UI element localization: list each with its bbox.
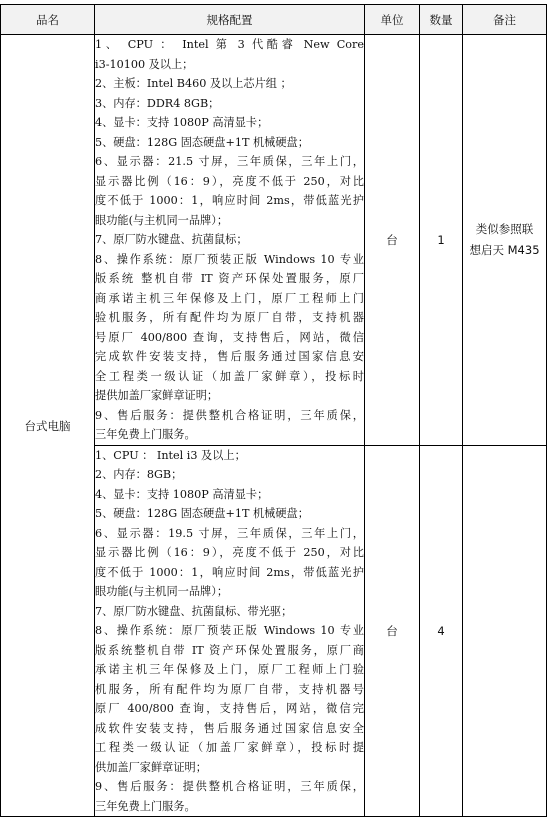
spec-line: 4、显卡：支持 1080P 高清显卡；: [95, 116, 269, 129]
spec-line: 度不低于 1000：1，响应时间 2ms，带低蓝光护: [95, 565, 364, 579]
spec-line: 眼功能(与主机同一品牌）；: [95, 213, 229, 227]
header-unit: 单位: [365, 5, 420, 35]
table-row: [1, 35, 547, 446]
header-remark: 备注: [463, 5, 547, 35]
spec-line: 1、 CPU ： Intel 第 3 代酷睿 New Core: [95, 38, 364, 51]
spec-line: 8、操作系统：原厂预装正版 Windows 10 专业: [95, 624, 364, 637]
spec-line: 3、内存：DDR4 8GB；: [95, 96, 220, 110]
spec-table: [0, 4, 547, 817]
spec-line: 2、主板：Intel B460 及以上芯片组 ；: [95, 77, 292, 90]
remark-cell: [463, 35, 547, 446]
spec-line: 显示器比例（16：9），亮度不低于 250，对比: [95, 546, 364, 559]
spec-line: 显示器比例（16：9），亮度不低于 250，对比: [95, 174, 364, 188]
spec-line: 原厂 400/800 查询，支持售后，网站，微信完: [95, 702, 364, 715]
unit-cell: 台: [365, 35, 420, 446]
spec-line: 三年免费上门服务。: [95, 799, 196, 813]
spec-line: 1、CPU ： Intel i3 及以上；: [95, 448, 246, 462]
header-spec: 规格配置: [95, 5, 365, 35]
spec-line: 三年免费上门服务。: [95, 428, 196, 441]
spec-line: 2、内存：8GB；: [95, 468, 183, 481]
spec-line: 6、显示器：19.5 寸屏，三年质保，三年上门，: [95, 526, 364, 540]
header-row: [1, 5, 547, 35]
spec-line: 7、原厂防水键盘、抗菌鼠标、带光驱；: [95, 604, 293, 618]
spec-line: 5、硬盘：128G 固态硬盘+1T 机械硬盘；: [95, 135, 309, 149]
remark-line: 类似参照联: [475, 221, 534, 236]
spec-line: 机服务，所有配件均为原厂自带，支持机器号: [95, 682, 364, 696]
spec-line: 度不低于 1000：1，响应时间 2ms，带低蓝光护: [95, 194, 364, 207]
spec-cell: [95, 35, 365, 446]
qty-cell: 4: [420, 445, 463, 817]
spec-line: 8、操作系统：原厂预装正版 Windows 10 专业: [95, 252, 364, 266]
spec-line: 7、原厂防水键盘、抗菌鼠标；: [95, 233, 248, 246]
spec-line: 5、硬盘：128G 固态硬盘+1T 机械硬盘；: [95, 507, 309, 520]
spec-line: 工程类一级认证（加盖厂家鲜章），投标时提: [95, 741, 364, 754]
header-name: 品名: [1, 5, 95, 35]
spec-line: 商承诺主机三年保修及上门，原厂工程师上门: [95, 291, 364, 305]
spec-line: 全工程类一级认证（加盖厂家鲜章），投标时: [95, 369, 364, 383]
spec-line: 承诺主机三年保修及上门，原厂工程师上门验: [95, 663, 364, 676]
spec-line: 4、显卡：支持 1080P 高清显卡；: [95, 487, 269, 501]
remark-line: 想启天 M435: [469, 242, 540, 257]
spec-line: 成软件安装支持，售后服务通过国家信息安全: [95, 721, 364, 735]
spec-line: 版系统 整机自带 IT 资产环保处置服务，原厂: [95, 272, 364, 285]
spec-line: 6、显示器：21.5 寸屏，三年质保，三年上门，: [95, 155, 364, 168]
product-name-cell: 台式电脑: [1, 35, 95, 817]
spec-line: 眼功能(与主机同一品牌）；: [95, 585, 229, 598]
spec-line: 号原厂 400/800 查询，支持售后，网站，微信: [95, 330, 364, 344]
spec-cell: [95, 445, 365, 817]
unit-cell: 台: [365, 445, 420, 817]
spec-line: 验机服务，所有配件均为原厂自带，支持机器: [95, 311, 364, 324]
spec-line: 完成软件安装支持，售后服务通过国家信息安: [95, 350, 364, 363]
spec-line: i3-10100 及以上；: [95, 57, 194, 71]
spec-line: 9、售后服务：提供整机合格证明，三年质保，: [95, 408, 364, 422]
spec-line: 9、售后服务：提供整机合格证明，三年质保，: [95, 780, 364, 793]
header-qty: 数量: [420, 5, 463, 35]
spec-line: 提供加盖厂家鲜章证明；: [95, 389, 219, 402]
spec-line: 版系统整机自带 IT 资产环保处置服务，原厂商: [95, 643, 364, 657]
qty-cell: 1: [420, 35, 463, 446]
remark-cell: [463, 445, 547, 817]
spec-line: 供加盖厂家鲜章证明；: [95, 760, 207, 774]
